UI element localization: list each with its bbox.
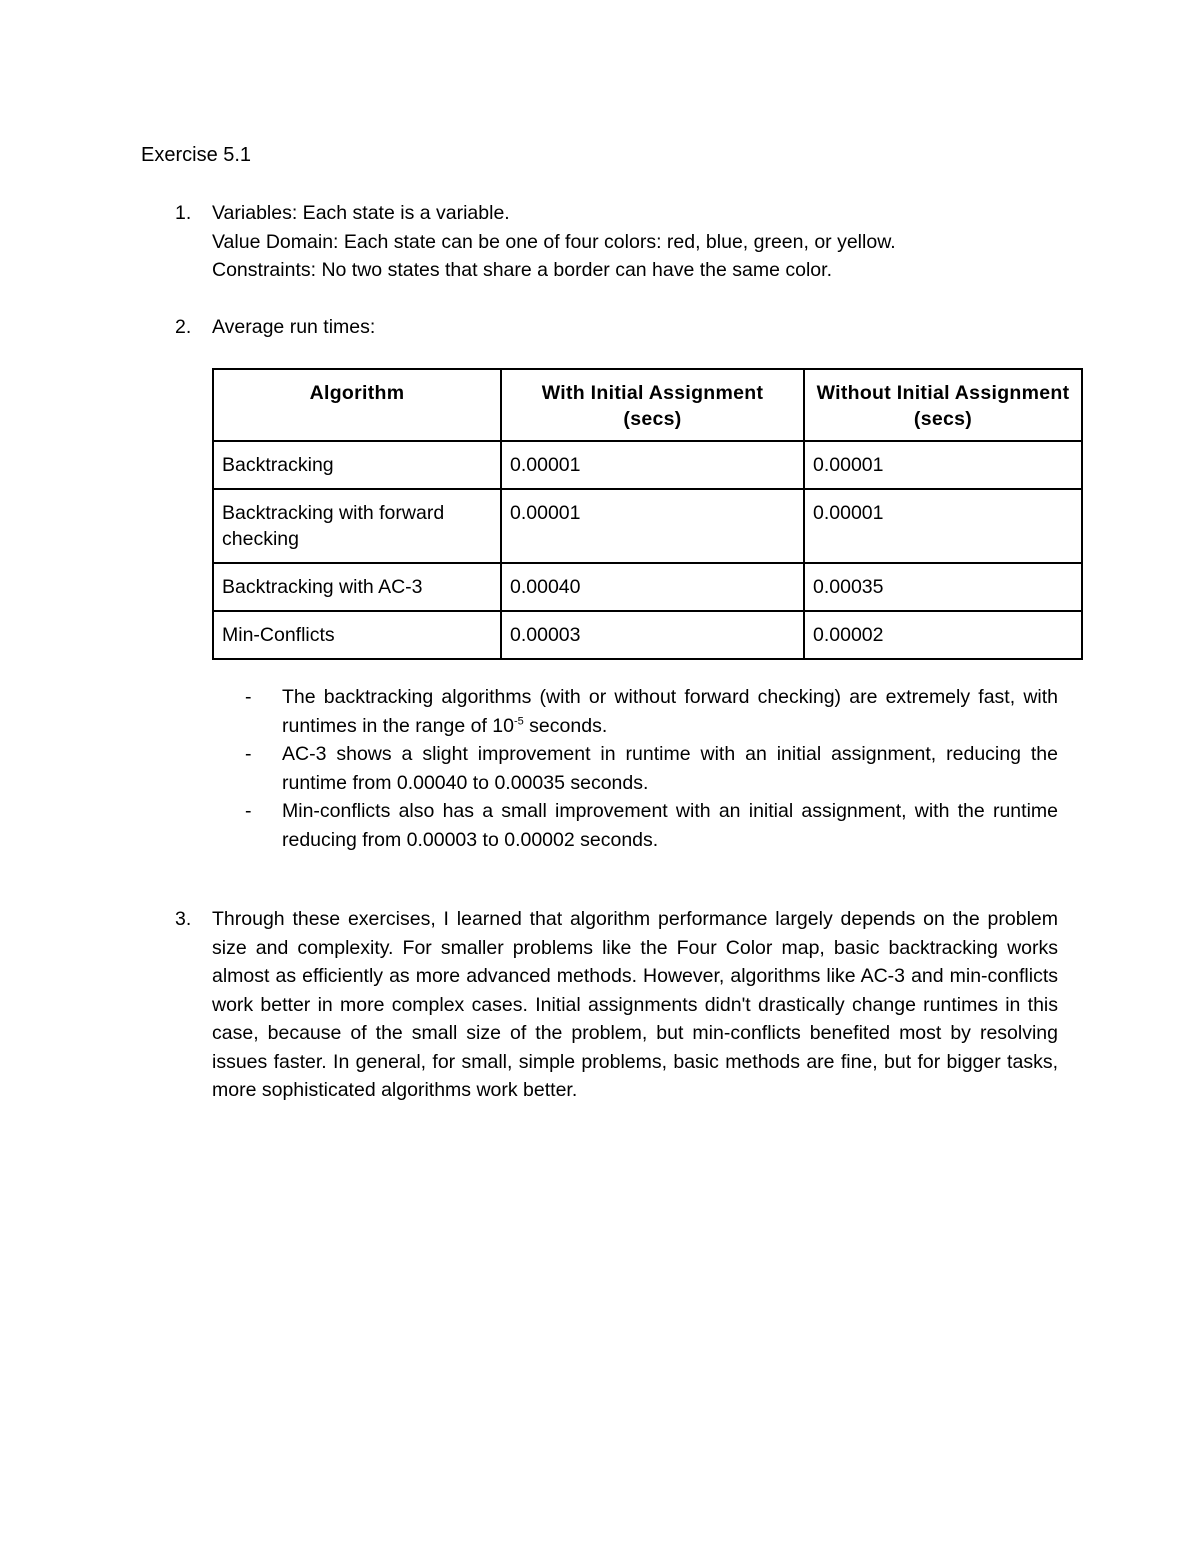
observation-item (212, 740, 1058, 797)
cell-algorithm: Min-Conflicts (213, 611, 501, 659)
observation-item (212, 683, 1058, 740)
header-algorithm: Algorithm (213, 369, 501, 441)
list-number: 3. (175, 908, 192, 930)
header-without-initial: Without Initial Assignment (secs) (804, 369, 1082, 441)
conclusion-paragraph: Through these exercises, I learned that algorithm performance largely depends on the problem size and complexity. For smaller problems like the Four Color map, basic backtracking works almost as efficiently as more advanced methods. However, algorithms like AC-3 and min-conflicts work better in more complex cases. Initial assignments didn't drastically change runtimes in this case, because of the small size of the problem, but min-conflicts benefited most by resolving issues faster. In general, for small, simple problems, basic methods are fine, but for bigger tasks, more sophisticated algorithms work better. (212, 908, 1058, 1101)
table-row (213, 611, 1082, 659)
list-item-3 (141, 905, 1061, 1105)
cell-with-initial: 0.00001 (501, 441, 804, 489)
header-with-initial: With Initial Assignment (secs) (501, 369, 804, 441)
table-row (213, 563, 1082, 611)
cell-without-initial: 0.00001 (804, 441, 1082, 489)
observation-text: Min-conflicts also has a small improvement with an initial assignment, with the runtime reducing from 0.00003 to 0.00002 seconds. (282, 800, 1058, 851)
cell-with-initial: 0.00003 (501, 611, 804, 659)
observation-text: The backtracking algorithms (with or without forward checking) are extremely fast, with runtimes in the range of 10 (282, 686, 1058, 737)
exponent: -5 (513, 715, 524, 727)
cell-without-initial: 0.00002 (804, 611, 1082, 659)
constraints-line: Constraints: No two states that share a border can have the same color. (212, 259, 832, 281)
document-title: Exercise 5.1 (141, 144, 252, 166)
table-header-row (213, 369, 1082, 441)
table-row (213, 441, 1082, 489)
observations-list (212, 683, 1058, 854)
cell-without-initial: 0.00001 (804, 489, 1082, 563)
list-item-body (212, 313, 1061, 342)
cell-algorithm: Backtracking (213, 441, 501, 489)
list-number: 2. (175, 316, 192, 338)
list-item-body (212, 199, 1061, 285)
list-item-1 (141, 199, 1061, 285)
table-row (213, 489, 1082, 563)
average-run-times-label: Average run times: (212, 316, 376, 338)
bullet-dash: - (245, 743, 252, 765)
cell-without-initial: 0.00035 (804, 563, 1082, 611)
cell-algorithm: Backtracking with AC-3 (213, 563, 501, 611)
cell-algorithm: Backtracking with forward checking (213, 489, 501, 563)
cell-with-initial: 0.00040 (501, 563, 804, 611)
bullet-dash: - (245, 800, 252, 822)
observation-item (212, 797, 1058, 854)
cell-with-initial: 0.00001 (501, 489, 804, 563)
list-item-2 (141, 313, 1061, 342)
observation-text: seconds. (523, 714, 608, 737)
list-number: 1. (175, 202, 192, 224)
runtime-table (212, 368, 1083, 660)
bullet-dash: - (245, 686, 252, 708)
variables-line: Variables: Each state is a variable. (212, 202, 510, 224)
observation-text: AC-3 shows a slight improvement in runtime with an initial assignment, reducing the runtime from 0.00040 to 0.00035 seconds. (282, 743, 1058, 794)
value-domain-line: Value Domain: Each state can be one of four colors: red, blue, green, or yellow. (212, 230, 896, 253)
